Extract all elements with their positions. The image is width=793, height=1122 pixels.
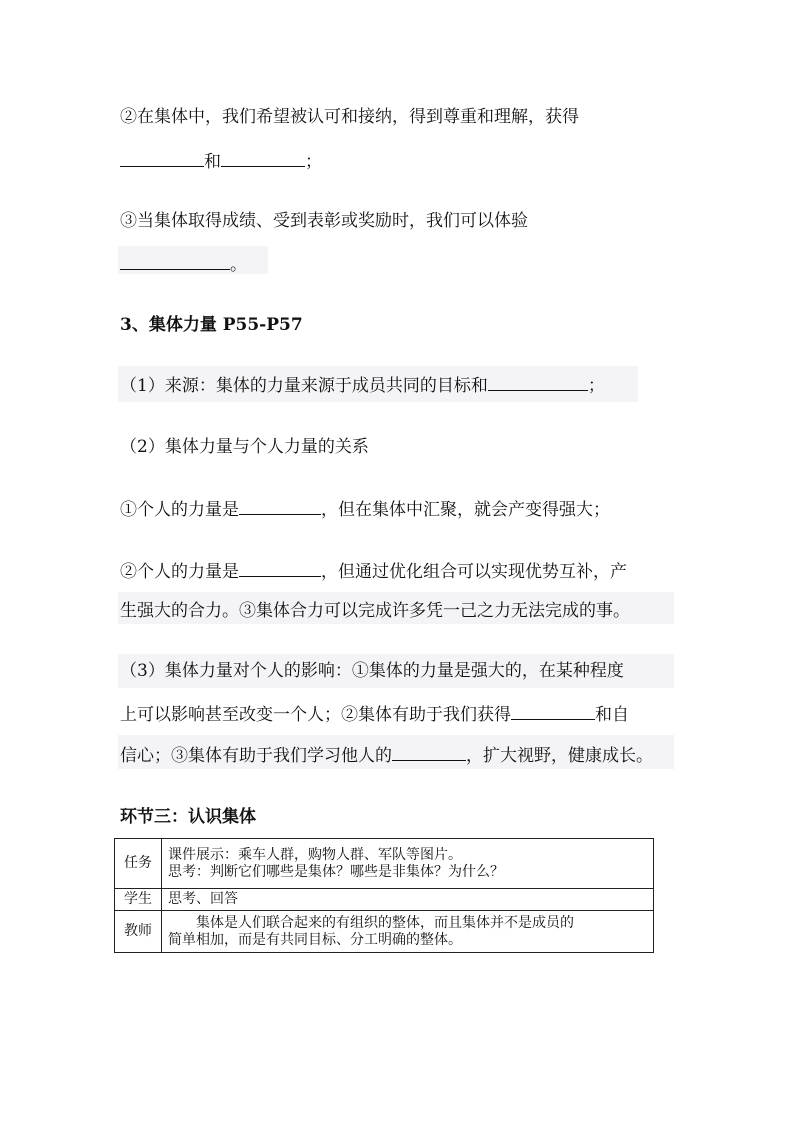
- text: ②个人的力量是: [120, 562, 239, 582]
- paragraph: [120, 150, 322, 173]
- text: 信心；③集体有助于我们学习他人的: [120, 746, 392, 766]
- fill-blank[interactable]: [120, 150, 204, 167]
- cell-line: 集体是人们联合起来的有组织的整体，而且集体并不是成员的: [196, 914, 574, 931]
- fill-blank[interactable]: [488, 374, 588, 391]
- paragraph: [120, 744, 653, 767]
- text: ，扩大视野，健康成长。: [466, 746, 653, 766]
- table-row: [115, 839, 654, 889]
- item2-end: ；: [305, 152, 322, 172]
- paragraph: [120, 703, 629, 726]
- section-heading: 环节三：认识集体: [120, 807, 256, 827]
- paragraph: [120, 253, 247, 276]
- fill-blank[interactable]: [511, 703, 595, 720]
- table-cell: [162, 911, 654, 953]
- text: ①个人的力量是: [120, 500, 239, 520]
- item2-text: ②在集体中，我们希望被认可和接纳，得到尊重和理解，获得: [120, 107, 579, 127]
- table-cell: [162, 839, 654, 889]
- paragraph: [120, 498, 610, 521]
- row-label: 教师: [115, 911, 162, 953]
- cell-line: 课件展示：乘车人群，购物人群、军队等图片。: [168, 846, 462, 863]
- cell-line: 思考：判断它们哪些是集体？哪些是非集体？为什么？: [168, 863, 504, 880]
- paragraph: [120, 210, 528, 232]
- table-row: [115, 911, 654, 953]
- lesson-table: [114, 838, 654, 953]
- punctuation: ；: [587, 376, 605, 396]
- subheading: （2）集体力量与个人力量的关系: [120, 437, 369, 457]
- text: ，但通过优化组合可以实现优势互补，产: [321, 562, 627, 582]
- table-row: [115, 889, 654, 911]
- source-text: （1）来源：集体的力量来源于成员共同的目标和: [120, 376, 488, 396]
- cell-line: 简单相加，而是有共同目标、分工明确的整体。: [168, 931, 462, 948]
- text: 上可以影响甚至改变一个人；②集体有助于我们获得: [120, 705, 511, 725]
- text: ，但在集体中汇聚，就会产变得强大；: [321, 500, 610, 520]
- paragraph: 生强大的合力。③集体合力可以完成许多凭一己之力无法完成的事。: [120, 601, 630, 621]
- paragraph: [120, 560, 627, 583]
- row-label: 学生: [115, 889, 162, 911]
- text: 和自: [595, 705, 629, 725]
- paragraph: [120, 106, 579, 128]
- table-cell: 思考、回答: [162, 889, 654, 911]
- paragraph: （3）集体力量对个人的影响：①集体的力量是强大的，在某种程度: [120, 661, 624, 681]
- item3-end: 。: [230, 255, 247, 275]
- fill-blank[interactable]: [221, 150, 305, 167]
- item3-text: ③当集体取得成绩、受到表彰或奖励时，我们可以体验: [120, 211, 528, 231]
- row-label: 任务: [115, 839, 162, 889]
- fill-blank[interactable]: [239, 498, 321, 515]
- section-heading: 3、集体力量 P55-P57: [120, 315, 303, 335]
- fill-blank[interactable]: [120, 253, 230, 270]
- fill-blank[interactable]: [392, 744, 466, 761]
- item2-and: 和: [204, 152, 221, 172]
- paragraph: [120, 374, 605, 397]
- fill-blank[interactable]: [239, 560, 321, 577]
